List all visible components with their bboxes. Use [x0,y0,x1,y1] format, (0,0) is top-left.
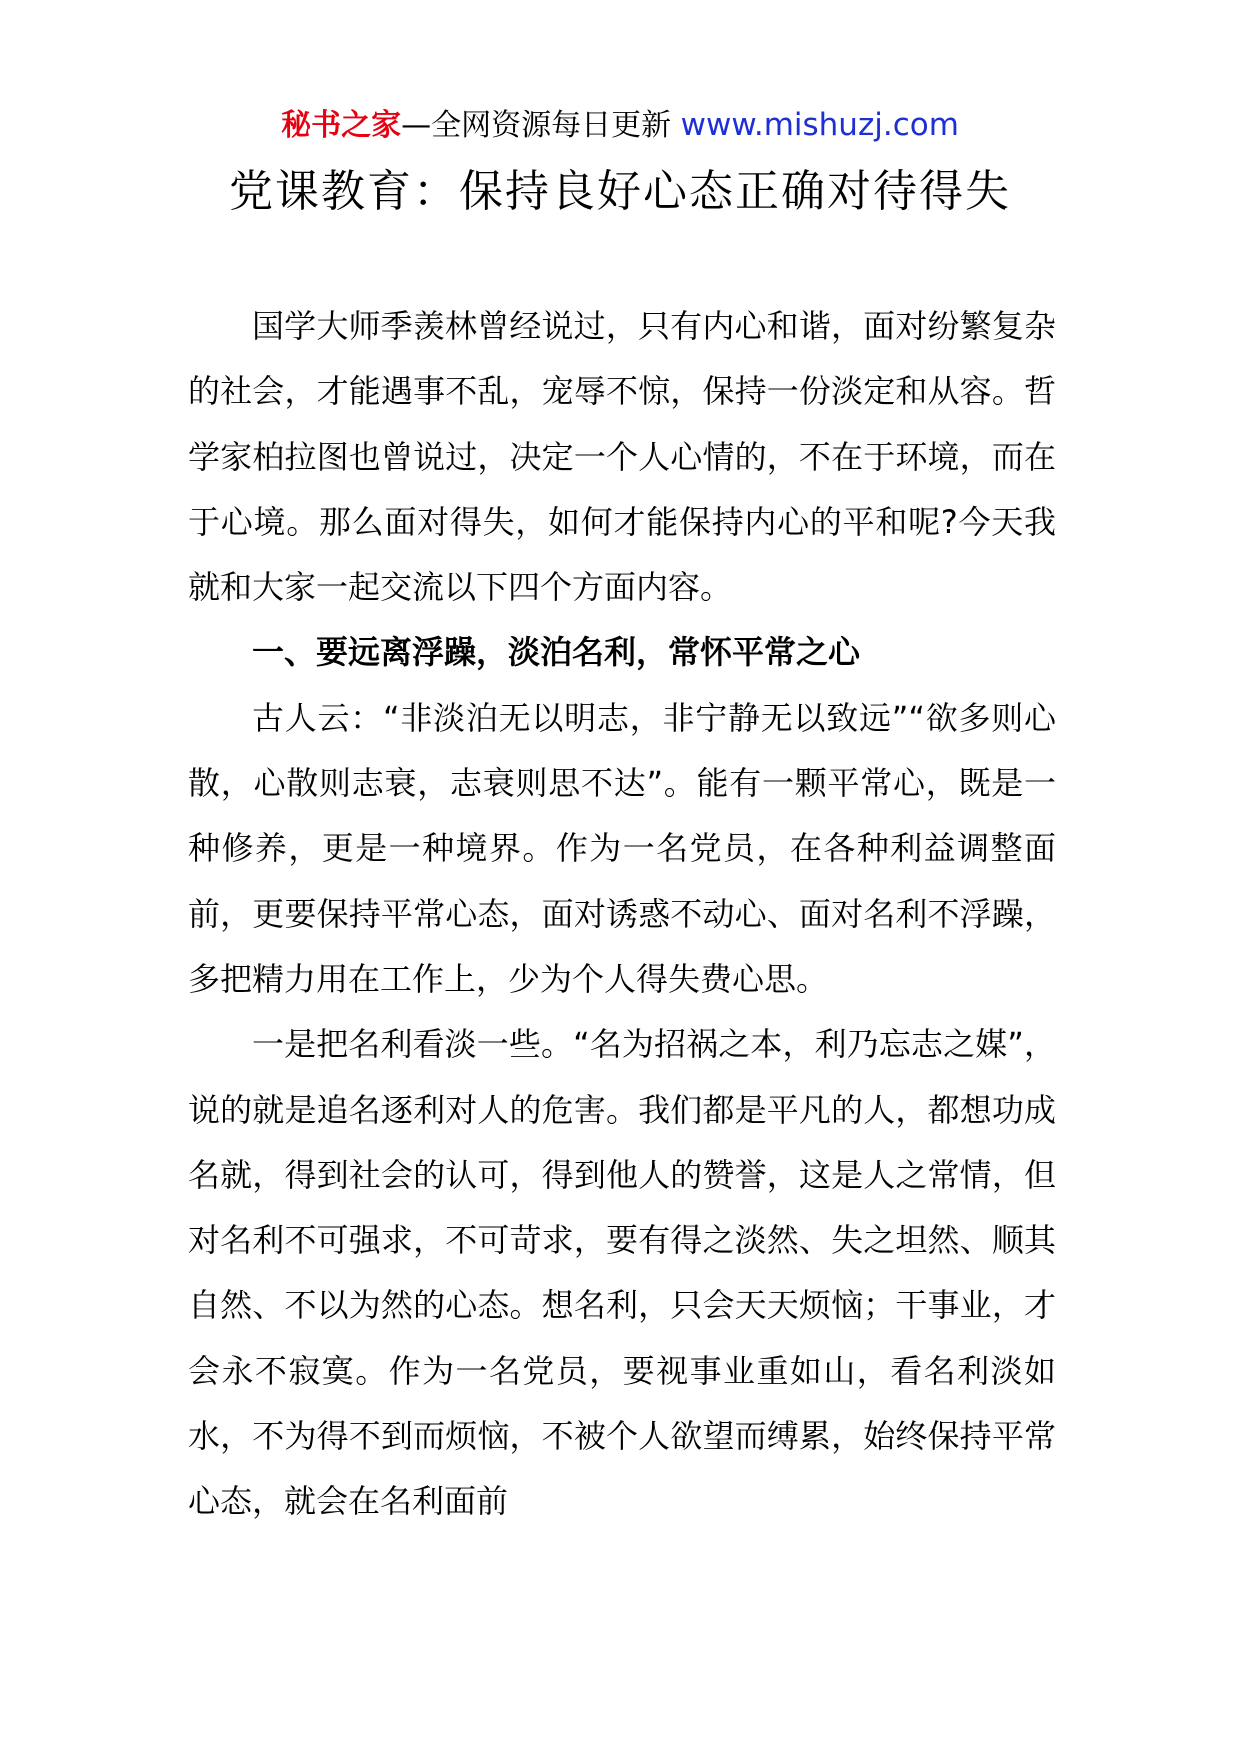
site-slogan: —全网资源每日更新 [401,108,672,143]
site-header [0,104,1240,147]
document-title: 党课教育：保持良好心态正确对待得失 [229,166,1011,217]
paragraph-quote: 古人云：“非淡泊无以明志，非宁静无以致远”“欲多则心散，心散则志衰，志衰则思不达”。能有一颗平常心，既是一种修养，更是一种境界。作为一名党员，在各种利益调整面前，更要保持平常心态，面对诱惑不动心、面对名利不浮躁，多把精力用在工作上，少为个人得失费心思。 [188,698,1056,998]
document-body [188,294,1056,1535]
site-url-link[interactable]: www.mishuzj.com [680,107,959,143]
paragraph-intro: 国学大师季羡林曾经说过，只有内心和谐，面对纷繁复杂的社会，才能遇事不乱，宠辱不惊，保持一份淡定和从容。哲学家柏拉图也曾说过，决定一个人心情的，不在于环境，而在于心境。那么面对得失，如何才能保持内心的平和呢?今天我就和大家一起交流以下四个方面内容。 [188,307,1056,607]
section-heading-1: 一、要远离浮躁，淡泊名利，常怀平常之心 [252,633,861,672]
paragraph-point-1: 一是把名利看淡一些。“名为招祸之本，利乃忘志之媒”，说的就是追名逐利对人的危害。我们都是平凡的人，都想功成名就，得到社会的认可，得到他人的赞誉，这是人之常情，但对名利不可强求，不可苛求，要有得之淡然、失之坦然、顺其自然、不以为然的心态。想名利，只会天天烦恼；干事业，才会永不寂寞。作为一名党员，要视事业重如山，看名利淡如水，不为得不到而烦恼，不被个人欲望而缚累，始终保持平常心态，就会在名利面前 [188,1025,1056,1521]
site-brand: 秘书之家 [281,108,402,143]
